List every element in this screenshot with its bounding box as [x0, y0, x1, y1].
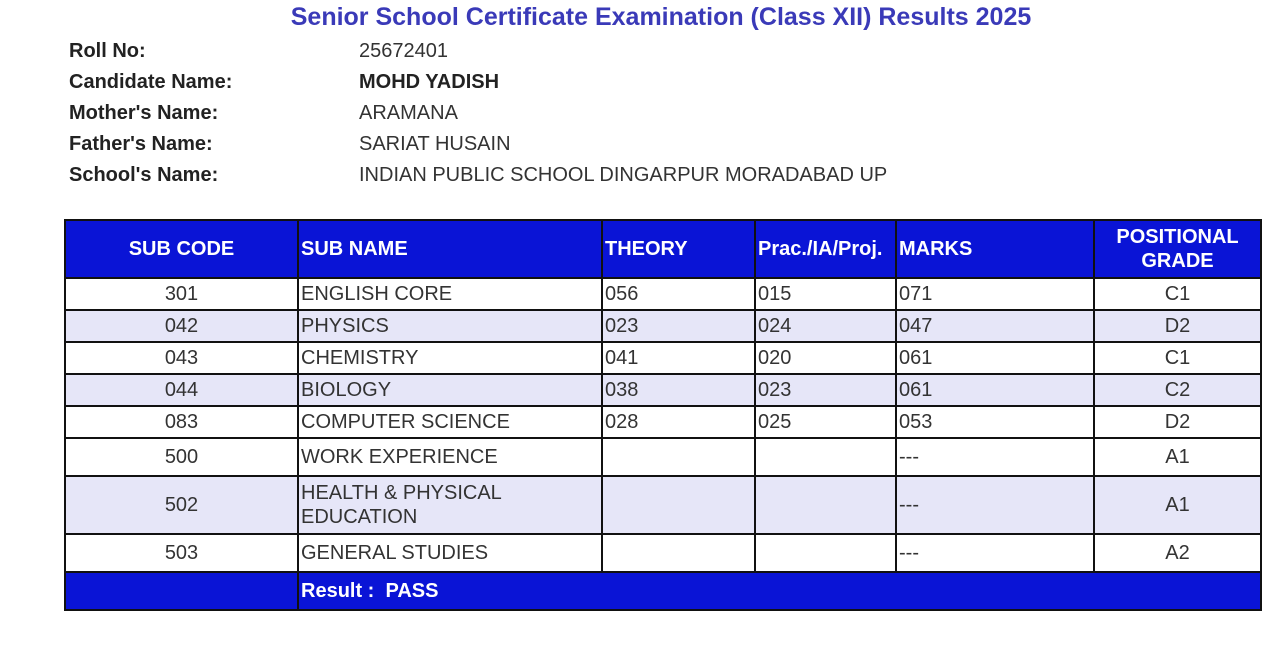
roll-no-label: Roll No:: [69, 40, 146, 62]
mother-name-value: ARAMANA: [359, 102, 458, 124]
page-title: Senior School Certificate Examination (Class XII) Results 2025: [290, 3, 1032, 31]
cell-prac: [755, 438, 896, 476]
cell-marks: ---: [896, 534, 1094, 572]
cell-marks: 047: [896, 310, 1094, 342]
header-sub-name: SUB NAME: [298, 220, 602, 278]
table-row: [65, 438, 1261, 476]
table-row: [65, 406, 1261, 438]
header-marks: MARKS: [896, 220, 1094, 278]
cell-sub-code: 301: [65, 278, 298, 310]
cell-sub-code: 502: [65, 476, 298, 534]
table-row: [65, 374, 1261, 406]
cell-grade: C2: [1094, 374, 1261, 406]
candidate-name-value: MOHD YADISH: [359, 71, 500, 93]
cell-sub-name: COMPUTER SCIENCE: [298, 406, 602, 438]
result-label: Result :: [301, 580, 375, 602]
cell-grade: C1: [1094, 278, 1261, 310]
cell-theory: 038: [602, 374, 755, 406]
table-header-row: [65, 220, 1261, 278]
cell-prac: 023: [755, 374, 896, 406]
table-row: [65, 342, 1261, 374]
cell-prac: 025: [755, 406, 896, 438]
result-cell: [298, 572, 1261, 610]
cell-sub-name: GENERAL STUDIES: [298, 534, 602, 572]
table-row: [65, 310, 1261, 342]
cell-sub-name: HEALTH & PHYSICAL EDUCATION: [298, 476, 602, 534]
cell-prac: 020: [755, 342, 896, 374]
table-row: [65, 278, 1261, 310]
cell-prac: [755, 534, 896, 572]
cell-marks: ---: [896, 438, 1094, 476]
cell-theory: 028: [602, 406, 755, 438]
school-name-label: School's Name:: [69, 164, 219, 186]
cell-sub-code: 042: [65, 310, 298, 342]
cell-prac: 024: [755, 310, 896, 342]
cell-sub-name: WORK EXPERIENCE: [298, 438, 602, 476]
result-empty-cell: [65, 572, 298, 610]
table-row: [65, 534, 1261, 572]
cell-marks: ---: [896, 476, 1094, 534]
cell-prac: [755, 476, 896, 534]
header-grade-line2: GRADE: [1141, 250, 1214, 272]
roll-no-value: 25672401: [359, 40, 448, 62]
cell-grade: D2: [1094, 406, 1261, 438]
cell-theory: 041: [602, 342, 755, 374]
cell-grade: C1: [1094, 342, 1261, 374]
cell-sub-code: 500: [65, 438, 298, 476]
header-grade-line1: POSITIONAL: [1116, 226, 1239, 248]
result-row: [65, 572, 1261, 610]
header-positional-grade: [1094, 220, 1261, 278]
cell-theory: 056: [602, 278, 755, 310]
cell-theory: [602, 534, 755, 572]
cell-prac: 015: [755, 278, 896, 310]
cell-sub-name: CHEMISTRY: [298, 342, 602, 374]
cell-marks: 061: [896, 374, 1094, 406]
cell-grade: A1: [1094, 438, 1261, 476]
cell-grade: A1: [1094, 476, 1261, 534]
father-name-value: SARIAT HUSAIN: [359, 133, 511, 155]
cell-sub-code: 044: [65, 374, 298, 406]
cell-theory: 023: [602, 310, 755, 342]
cell-sub-name: ENGLISH CORE: [298, 278, 602, 310]
table-row: [65, 476, 1261, 534]
school-name-value: INDIAN PUBLIC SCHOOL DINGARPUR MORADABAD UP: [359, 164, 888, 186]
cell-sub-code: 083: [65, 406, 298, 438]
cell-theory: [602, 476, 755, 534]
cell-sub-name: BIOLOGY: [298, 374, 602, 406]
header-theory: THEORY: [602, 220, 755, 278]
header-sub-code: SUB CODE: [65, 220, 298, 278]
candidate-name-label: Candidate Name:: [69, 71, 233, 93]
cell-marks: 061: [896, 342, 1094, 374]
cell-sub-code: 043: [65, 342, 298, 374]
cell-grade: A2: [1094, 534, 1261, 572]
header-prac: Prac./IA/Proj.: [755, 220, 896, 278]
cell-sub-code: 503: [65, 534, 298, 572]
cell-marks: 071: [896, 278, 1094, 310]
cell-sub-name: PHYSICS: [298, 310, 602, 342]
cell-grade: D2: [1094, 310, 1261, 342]
mother-name-label: Mother's Name:: [69, 102, 219, 124]
father-name-label: Father's Name:: [69, 133, 213, 155]
cell-theory: [602, 438, 755, 476]
result-value: PASS: [385, 580, 439, 602]
results-table: [64, 219, 1262, 611]
cell-marks: 053: [896, 406, 1094, 438]
